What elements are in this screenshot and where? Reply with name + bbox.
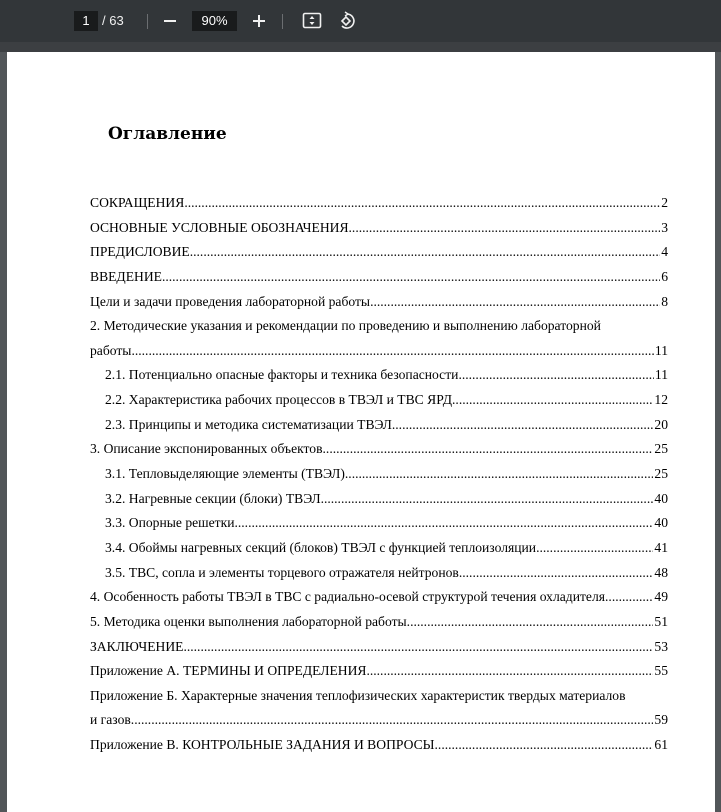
dot-leader <box>131 339 653 364</box>
toc-entry[interactable] <box>90 610 668 635</box>
zoom-in-button[interactable] <box>247 9 271 33</box>
dot-leader <box>131 708 654 733</box>
toc-entry[interactable] <box>90 240 668 265</box>
toc-entry-text: ПРЕДИСЛОВИЕ <box>90 244 190 260</box>
toc-entry-text: Цели и задачи проведения лабораторной работы <box>90 293 371 309</box>
toc-page-number: 2 <box>661 195 668 210</box>
toc-entry[interactable] <box>90 561 668 586</box>
dot-leader <box>452 388 653 413</box>
toc-title: Оглавление <box>108 124 227 144</box>
dot-leader <box>536 536 653 561</box>
dot-leader <box>435 733 654 758</box>
toc-page-number: 8 <box>661 293 668 309</box>
toc-entry[interactable] <box>90 216 668 241</box>
dot-leader <box>407 610 654 635</box>
toc-entry[interactable] <box>90 339 668 364</box>
toc-page-number: 25 <box>654 466 668 482</box>
toc-entry[interactable] <box>90 659 668 684</box>
dot-leader <box>458 363 653 388</box>
dot-leader <box>605 585 653 610</box>
toc-entry-text: Приложение А. ТЕРМИНЫ И ОПРЕДЕЛЕНИЯ <box>90 663 367 679</box>
minus-icon <box>163 14 177 28</box>
toc-entry[interactable] <box>90 733 668 758</box>
dot-leader <box>345 462 654 487</box>
toc-entry-text: 3.4. Обоймы нагревных секций (блоков) ТВЭЛ с функцией теплоизоляции <box>105 539 537 555</box>
toc-entry-text: 3.1. Тепловыделяющие элементы (ТВЭЛ) <box>105 466 345 482</box>
toc-entry-text: 2.2. Характеристика рабочих процессов в ТВЭЛ и ТВС ЯРД <box>105 392 453 408</box>
fit-page-button[interactable] <box>300 9 324 33</box>
toc-entry[interactable] <box>90 437 668 462</box>
dot-leader <box>459 561 654 586</box>
toc-page-number: 55 <box>654 663 668 679</box>
toc-entry-line[interactable] <box>90 314 668 339</box>
toc-entry-text: 3.3. Опорные решетки <box>105 515 235 531</box>
dot-leader <box>190 240 660 265</box>
rotate-button[interactable] <box>335 9 359 33</box>
dot-leader <box>321 487 654 512</box>
rotate-icon <box>337 11 357 31</box>
toc-page-number: 11 <box>654 367 668 383</box>
plus-icon <box>252 14 266 28</box>
toc-page-number: 3 <box>661 219 668 235</box>
page-number-input[interactable]: 1 <box>74 11 98 31</box>
toc-entry[interactable] <box>90 388 668 413</box>
toc-entry-text: ВВЕДЕНИЕ <box>90 268 162 284</box>
dot-leader <box>370 290 660 315</box>
dot-leader <box>349 216 661 241</box>
toc-entry-text: 2.3. Принципы и методика систематизации ТВЭЛ <box>105 416 392 432</box>
toc-entry-text: 5. Методика оценки выполнения лабораторной работы <box>90 613 407 629</box>
toc-page-number: 40 <box>654 490 668 506</box>
toc-page-number: 49 <box>654 589 668 605</box>
toc-entry[interactable] <box>90 635 668 660</box>
toc-entry[interactable] <box>90 585 668 610</box>
toc-entry-text: ЗАКЛЮЧЕНИЕ <box>90 638 184 654</box>
toc-entry-text: СОКРАЩЕНИЯ <box>90 195 185 210</box>
dot-leader <box>392 413 654 438</box>
dot-leader <box>183 635 653 660</box>
toc-entry-text: 2.1. Потенциально опасные факторы и техника безопасности <box>105 367 459 383</box>
toc-page-number: 59 <box>654 712 668 728</box>
toc-page-number: 6 <box>661 268 668 284</box>
dot-leader <box>234 511 653 536</box>
toc-page-number: 40 <box>654 515 668 531</box>
table-of-contents <box>90 191 668 758</box>
divider <box>282 14 283 29</box>
toc-page-number: 61 <box>654 737 668 753</box>
zoom-input[interactable]: 90% <box>192 11 237 31</box>
toc-entry-text: и газов <box>90 712 131 728</box>
toc-entry[interactable] <box>90 708 668 733</box>
dot-leader <box>162 265 660 290</box>
pdf-page <box>7 52 715 812</box>
toc-page-number: 4 <box>661 244 668 260</box>
toc-entry[interactable] <box>90 413 668 438</box>
toc-page-number: 51 <box>654 613 668 629</box>
toc-entry-text: 3.2. Нагревные секции (блоки) ТВЭЛ <box>105 490 321 506</box>
fit-page-icon <box>302 12 322 30</box>
toc-entry-text: 3.5. ТВС, сопла и элементы торцевого отражателя нейтронов <box>105 564 459 580</box>
toc-entry[interactable] <box>90 462 668 487</box>
toc-entry-text: 3. Описание экспонированных объектов <box>90 441 323 457</box>
toc-entry[interactable] <box>90 363 668 388</box>
toc-entry-line[interactable] <box>90 684 668 709</box>
page-total: / 63 <box>102 13 124 28</box>
toc-entry-text: работы <box>90 342 132 358</box>
dot-leader <box>323 437 654 462</box>
toc-entry-text: Приложение В. КОНТРОЛЬНЫЕ ЗАДАНИЯ И ВОПРОСЫ <box>90 737 435 753</box>
toc-page-number: 20 <box>654 416 668 432</box>
toc-entry-text: 4. Особенность работы ТВЭЛ в ТВС с радиально-осевой структурой течения охладителя <box>90 589 606 605</box>
toc-entry[interactable] <box>90 487 668 512</box>
toc-entry[interactable] <box>90 191 668 216</box>
toc-entry[interactable] <box>90 536 668 561</box>
toc-page-number: 12 <box>654 392 668 408</box>
divider <box>147 14 148 29</box>
dot-leader <box>366 659 653 684</box>
toc-page-number: 25 <box>654 441 668 457</box>
toc-entry-text: ОСНОВНЫЕ УСЛОВНЫЕ ОБОЗНАЧЕНИЯ <box>90 219 349 235</box>
pdf-toolbar <box>0 0 721 42</box>
dot-leader <box>184 191 660 216</box>
toc-page-number: 11 <box>654 342 668 358</box>
toc-entry[interactable] <box>90 511 668 536</box>
viewer-gutter <box>0 42 721 52</box>
toc-entry[interactable] <box>90 290 668 315</box>
toc-entry[interactable] <box>90 265 668 290</box>
zoom-out-button[interactable] <box>158 9 182 33</box>
toc-page-number: 48 <box>654 564 668 580</box>
toc-entry-text: Приложение Б. Характерные значения теплофизических характеристик твердых материалов <box>90 687 626 703</box>
toc-entry-text: 2. Методические указания и рекомендации по проведению и выполнению лабораторной <box>90 318 601 334</box>
toc-page-number: 53 <box>654 638 668 654</box>
toc-page-number: 41 <box>654 539 668 555</box>
